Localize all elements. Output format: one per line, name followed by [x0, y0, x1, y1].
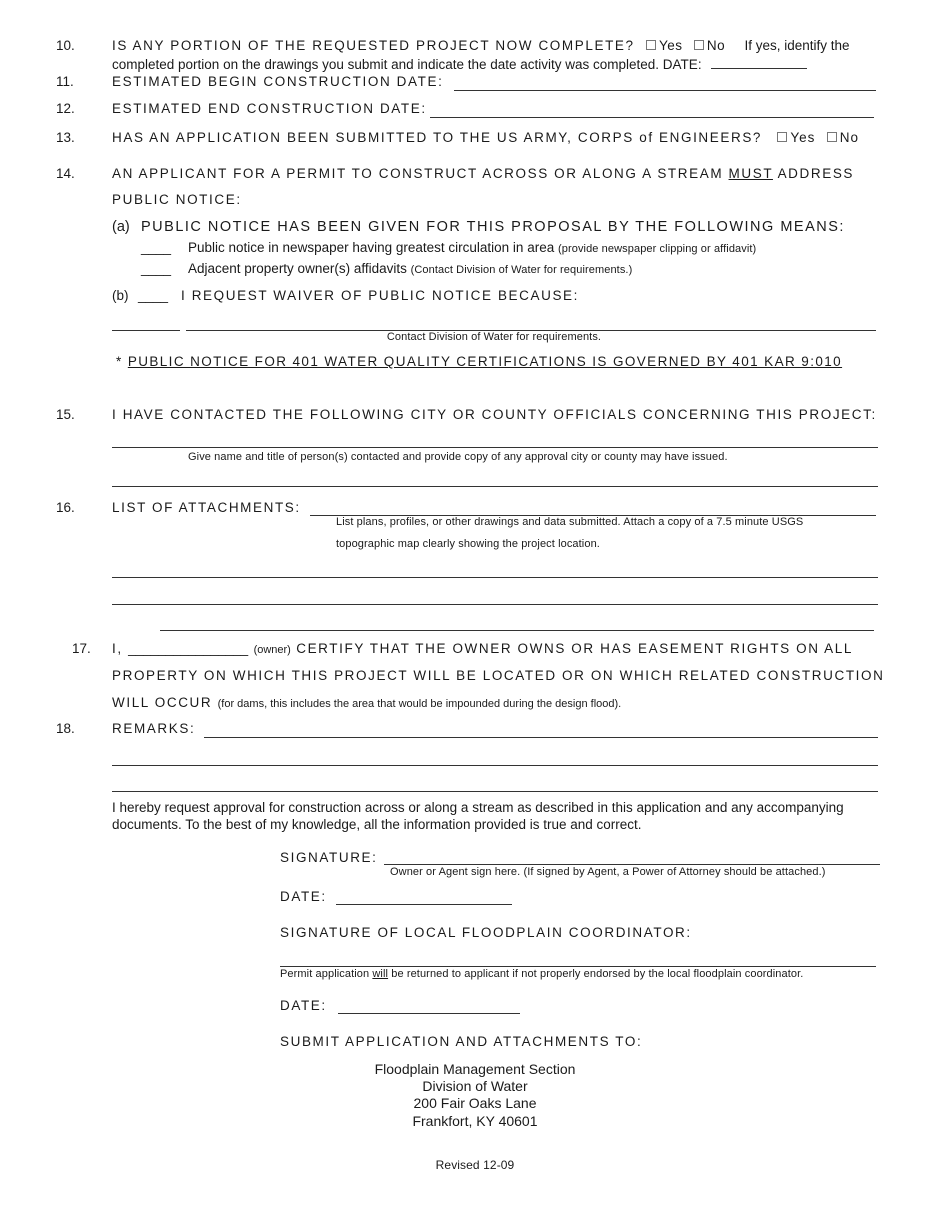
item-10-number: 10.	[56, 38, 75, 53]
item-14-number: 14.	[56, 166, 75, 181]
floodplain-note-pre: Permit application	[280, 968, 370, 980]
item-18-remarks-field-2[interactable]	[112, 765, 878, 766]
item-10-yes-checkbox[interactable]	[646, 40, 656, 50]
signature-label: SIGNATURE:	[280, 850, 378, 865]
floodplain-note	[280, 968, 803, 980]
item-16-question: LIST OF ATTACHMENTS:	[112, 500, 301, 515]
item-14a-option2	[188, 261, 632, 276]
item-10-tail: If yes, identify the	[744, 38, 850, 53]
item-13-number: 13.	[56, 130, 75, 145]
item-14a-option1-text: Public notice in newspaper having greatest circulation in area	[188, 240, 555, 255]
item-14-401-notice	[116, 354, 842, 369]
submit-label: SUBMIT APPLICATION AND ATTACHMENTS TO:	[280, 1034, 643, 1049]
floodplain-date-field[interactable]	[338, 1013, 520, 1014]
item-17-owner-label: (owner)	[253, 644, 291, 656]
item-16-note-2: topographic map clearly showing the project location.	[336, 538, 600, 550]
item-14-401-star: *	[116, 354, 123, 369]
item-18-remarks-field-3[interactable]	[112, 791, 878, 792]
item-14a-option2-text: Adjacent property owner(s) affidavits	[188, 261, 407, 276]
submit-address-4: Frankfort, KY 40601	[412, 1113, 538, 1129]
item-11-number: 11.	[56, 74, 74, 89]
item-16-number: 16.	[56, 500, 75, 515]
item-17-text-2: PROPERTY ON WHICH THIS PROJECT WILL BE LOCATED OR ON WHICH RELATED CONSTRUCTION	[112, 668, 885, 683]
item-13-no-label: No	[839, 130, 860, 145]
item-12-number: 12.	[56, 101, 75, 116]
item-18-remarks-field-1[interactable]	[204, 737, 878, 738]
item-15-question: I HAVE CONTACTED THE FOLLOWING CITY OR COUNTY OFFICIALS CONCERNING THIS PROJECT:	[112, 407, 877, 422]
item-14b-label: (b)	[112, 288, 129, 303]
signature-note: Owner or Agent sign here. (If signed by Agent, a Power of Attorney should be attached.)	[390, 866, 826, 878]
item-14a-option2-note: (Contact Division of Water for requirements.)	[410, 264, 633, 276]
item-14b-note: Contact Division of Water for requirements.	[386, 331, 602, 343]
revised-date: Revised 12-09	[435, 1158, 515, 1172]
floodplain-signature-label: SIGNATURE OF LOCAL FLOODPLAIN COORDINATOR:	[280, 925, 692, 940]
item-17-text-1: CERTIFY THAT THE OWNER OWNS OR HAS EASEMENT RIGHTS ON ALL	[296, 641, 853, 656]
item-13-question-text: HAS AN APPLICATION BEEN SUBMITTED TO THE US ARMY, CORPS of ENGINEERS?	[112, 130, 763, 145]
item-12-question: ESTIMATED END CONSTRUCTION DATE:	[112, 101, 427, 116]
request-line-1: I hereby request approval for construction across or along a stream as described in this application and any accompanying	[112, 800, 844, 815]
item-14-public-notice: PUBLIC NOTICE:	[112, 192, 242, 207]
item-14b-blank[interactable]: ____	[138, 288, 169, 303]
request-line-2: documents. To the best of my knowledge, all the information provided is true and correct.	[112, 817, 642, 832]
item-10-line2-text: completed portion on the drawings you submit and indicate the date activity was completed. DATE:	[112, 57, 702, 72]
item-14a-option1	[188, 240, 756, 255]
submit-address-1: Floodplain Management Section	[374, 1061, 576, 1077]
item-14a-label: (a)	[112, 219, 130, 235]
floodplain-signature-field[interactable]	[280, 966, 876, 967]
item-10-no-label: No	[706, 38, 726, 53]
item-15-note: Give name and title of person(s) contacted and provide copy of any approval city or county may have issued.	[188, 451, 728, 463]
item-16-note-1: List plans, profiles, or other drawings and data submitted. Attach a copy of a 7.5 minute USGS	[336, 516, 804, 528]
floodplain-note-will: will	[372, 968, 389, 980]
item-15-officials-field-1[interactable]	[112, 447, 878, 448]
item-10-question-text: IS ANY PORTION OF THE REQUESTED PROJECT NOW COMPLETE?	[112, 38, 635, 53]
item-14-question	[112, 166, 854, 181]
item-13-yes-label: Yes	[790, 130, 816, 145]
floodplain-date-label: DATE:	[280, 998, 327, 1013]
item-17-number: 17.	[72, 641, 91, 656]
submit-address-3: 200 Fair Oaks Lane	[413, 1095, 537, 1111]
item-13-question	[112, 130, 859, 145]
item-12-date-field[interactable]	[430, 117, 874, 118]
item-14-question-post: ADDRESS	[777, 166, 855, 181]
item-17-note: (for dams, this includes the area that would be impounded during the design flood).	[217, 698, 622, 710]
item-14a-text: PUBLIC NOTICE HAS BEEN GIVEN FOR THIS PROPOSAL BY THE FOLLOWING MEANS:	[141, 219, 845, 235]
item-10-yes-label: Yes	[659, 38, 683, 53]
item-18-question: REMARKS:	[112, 721, 196, 736]
item-14a-option1-note: (provide newspaper clipping or affidavit)	[557, 243, 757, 255]
signature-field[interactable]	[384, 864, 880, 865]
item-11-date-field[interactable]	[454, 90, 876, 91]
item-18-number: 18.	[56, 721, 75, 736]
item-17-line-3	[112, 695, 621, 710]
item-17-pre: I,	[112, 641, 123, 656]
item-14a-option1-blank[interactable]: ____	[141, 240, 172, 255]
item-16-attachments-line-2[interactable]	[112, 604, 878, 605]
item-15-number: 15.	[56, 407, 75, 422]
item-15-officials-field-2[interactable]	[112, 486, 878, 487]
submit-address-2: Division of Water	[422, 1078, 528, 1094]
floodplain-note-post: be returned to applicant if not properly endorsed by the local floodplain coordinator.	[391, 968, 804, 980]
item-10-no-checkbox[interactable]	[694, 40, 704, 50]
item-10-line2	[112, 57, 807, 72]
item-10-question	[112, 38, 850, 53]
item-17-text-3: WILL OCCUR	[112, 695, 213, 710]
item-16-attachments-line-1[interactable]	[112, 577, 878, 578]
signature-date-field[interactable]	[336, 904, 512, 905]
item-14-question-pre: AN APPLICANT FOR A PERMIT TO CONSTRUCT ACROSS OR ALONG A STREAM	[112, 166, 724, 181]
item-13-no-checkbox[interactable]	[827, 132, 837, 142]
item-10-date-field[interactable]	[711, 68, 807, 69]
item-17-line-1	[112, 641, 853, 656]
item-17-owner-blank[interactable]: ________________	[128, 641, 249, 656]
item-14a-option2-blank[interactable]: ____	[141, 261, 172, 276]
item-14b-text: I REQUEST WAIVER OF PUBLIC NOTICE BECAUSE:	[181, 288, 580, 303]
item-16-attachments-line-3[interactable]	[160, 630, 874, 631]
item-13-yes-checkbox[interactable]	[777, 132, 787, 142]
item-14-401-text: PUBLIC NOTICE FOR 401 WATER QUALITY CERTIFICATIONS IS GOVERNED BY 401 KAR 9:010	[127, 354, 843, 369]
item-14-must: MUST	[728, 166, 773, 181]
item-11-question: ESTIMATED BEGIN CONSTRUCTION DATE:	[112, 74, 444, 89]
signature-date-label: DATE:	[280, 889, 327, 904]
